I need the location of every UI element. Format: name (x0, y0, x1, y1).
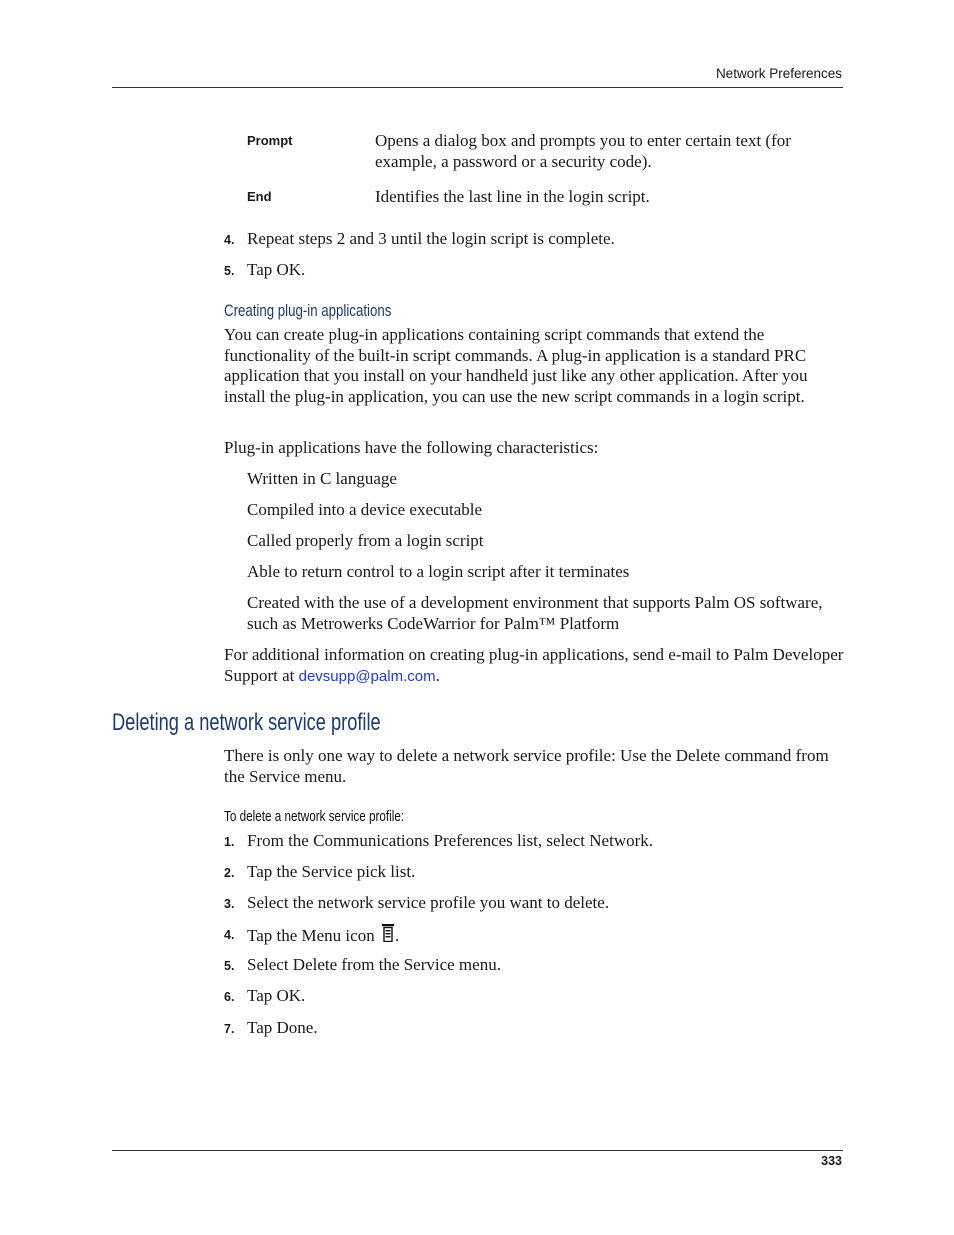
step-number: 6. (224, 990, 235, 1004)
step-text: Select Delete from the Service menu. (247, 955, 501, 974)
step-text: From the Communications Preferences list, select Network. (247, 831, 654, 850)
step-text: Tap OK. (247, 986, 306, 1005)
subsection-heading: Creating plug-in applications (224, 301, 392, 320)
definition-text-prompt: Opens a dialog box and prompts you to enter certain text (for example, a password or a security code). (375, 131, 791, 171)
step-number: 3. (224, 897, 235, 911)
closing-text: For additional information on creating plug-in applications, send e-mail to Palm Developer Support at (224, 645, 844, 685)
step-text-menu (247, 924, 399, 947)
procedure-title: To delete a network service profile: (224, 808, 405, 825)
plugin-lead-paragraph: Plug-in applications have the following characteristics: (224, 438, 599, 457)
header-rule (112, 87, 843, 88)
plugin-intro-paragraph: You can create plug-in applications containing script commands that extend the functionality of the built-in script commands. A plug-in application is a standard PRC application that you install on your handheld just like any other application. After you install the plug-in application, you can use the new script commands in a login script. (224, 325, 808, 406)
page-number: 333 (821, 1154, 842, 1168)
step-number: 2. (224, 866, 235, 880)
step-number: 1. (224, 835, 235, 849)
delete-intro-paragraph: There is only one way to delete a network service profile: Use the Delete command from the Service menu. (224, 746, 829, 786)
section-heading: Deleting a network service profile (112, 709, 381, 736)
list-item: Compiled into a device executable (247, 500, 483, 519)
step-text: Tap the Menu icon (247, 926, 375, 945)
list-item: Called properly from a login script (247, 531, 484, 550)
definition-term-prompt: Prompt (247, 133, 293, 148)
email-link[interactable]: devsupp@palm.com (298, 667, 436, 685)
plugin-closing-paragraph (224, 645, 844, 687)
definition-term-end: End (247, 189, 272, 204)
definition-text-end: Identifies the last line in the login script. (375, 187, 650, 206)
step-text: Tap the Service pick list. (247, 862, 416, 881)
list-item: Created with the use of a development environment that supports Palm OS software, such as Metrowerks CodeWarrior for Palm™ Platform (247, 593, 823, 633)
footer-rule (112, 1150, 843, 1151)
list-item: Able to return control to a login script after it terminates (247, 562, 630, 581)
step-suffix: . (394, 926, 400, 945)
step-text: Repeat steps 2 and 3 until the login script is complete. (247, 229, 615, 248)
step-text: Select the network service profile you want to delete. (247, 893, 610, 912)
step-number: 5. (224, 959, 235, 973)
running-header: Network Preferences (715, 66, 842, 81)
step-number: 4. (224, 233, 235, 247)
step-text: Tap Done. (247, 1018, 318, 1037)
closing-period: . (435, 665, 440, 685)
list-item: Written in C language (247, 469, 397, 488)
step-number: 5. (224, 264, 235, 278)
step-number: 7. (224, 1022, 235, 1036)
step-number: 4. (224, 928, 235, 942)
step-text: Tap OK. (247, 260, 306, 279)
menu-icon (381, 924, 395, 942)
